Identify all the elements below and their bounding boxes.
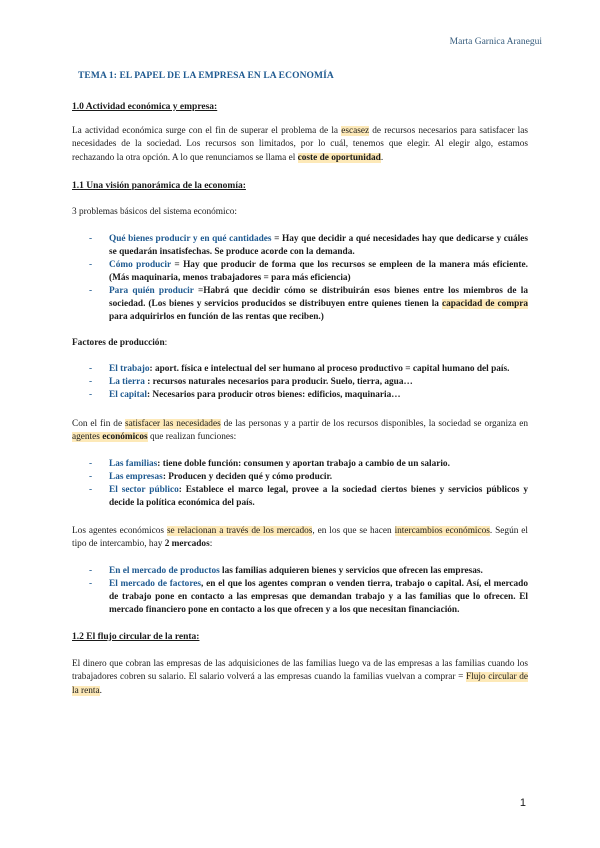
list-item (72, 578, 528, 617)
text-run: Con el fin de (72, 419, 126, 429)
text-run: : recursos naturales necesarios para producir. Suelo, tierra, agua… (144, 377, 413, 387)
term: Las empresas (109, 472, 163, 482)
term: Las familias (109, 459, 158, 469)
problemas-list (72, 233, 528, 324)
list-item (72, 565, 528, 578)
heading-text: Factores de producción (72, 338, 165, 348)
factores-heading (72, 337, 528, 350)
highlight-intercambios: intercambios económicos (394, 526, 490, 536)
text-run: : (209, 539, 213, 550)
text-run: : Producen y deciden qué y cómo producir. (162, 472, 333, 482)
text-run: : Necesarios para producir otros bienes: edificios, maquinaria… (146, 390, 401, 400)
mercados-list (72, 565, 528, 617)
term: La tierra (109, 377, 145, 387)
list-item (72, 376, 528, 389)
text-run: . (99, 685, 102, 696)
highlight-satisfacer: satisfacer las necesidades (125, 419, 221, 429)
paragraph-3-problemas: 3 problemas básicos del sistema económico: (72, 207, 237, 217)
bold-text: 2 mercados (164, 539, 210, 550)
text-run: que realizan funciones: (147, 432, 237, 443)
bold-text: El mercado financiero (109, 592, 528, 615)
term: El trabajo (109, 364, 150, 374)
list-item (72, 259, 528, 285)
list-item (72, 389, 528, 402)
list-item (72, 285, 528, 324)
section-heading-1-0: 1.0 Actividad económica y empresa: (72, 102, 218, 112)
text-run: de recursos necesarios para satisfacer las necesidades de la sociedad. Los recursos son limitados, por lo cuál, tenemos que elegir. Al elegir algo, estamos rechazando la otra opción. A lo que renunciamos se llama el (72, 126, 529, 163)
section-heading-1-1: 1.1 Una visión panorámica de la economía: (72, 181, 246, 191)
term: El mercado de factores (109, 579, 202, 589)
paragraph-agentes (72, 418, 528, 445)
list-item (72, 484, 528, 510)
section-heading-1-2: 1.2 El flujo circular de la renta: (72, 632, 200, 642)
list-item (72, 471, 528, 484)
highlight-flujo-circular: Flujo circular de la renta (72, 672, 528, 696)
text-run: = Hay que decidir a qué necesidades hay que dedicarse y cuáles se quedarán insatisfechas. Se produce acorde con la demanda. (109, 234, 528, 257)
paragraph-escasez (72, 125, 528, 165)
factores-list (72, 363, 528, 402)
text-run: , en el que los agentes compran o venden tierra, trabajo o capital. Así, (201, 579, 485, 589)
term: El capital (109, 390, 147, 400)
highlight-relacionan: se relacionan a través de los mercados (166, 526, 313, 536)
text-run: , en los que se hacen (312, 526, 395, 536)
text-run: : (164, 338, 168, 348)
text-run: las familias adquieren bienes y servicios que ofrecen las empresas. (219, 566, 483, 576)
text-run: pone en contacto a las empresas que demandan trabajo y a las familias que lo ofrecen. (151, 592, 520, 602)
text-run: pone en contacto a los que ofrecen y a los que necesitan financiación. (185, 605, 460, 615)
list-item (72, 233, 528, 259)
text-run: para adquirirlos en función de las rentas que reciben.) (109, 312, 324, 322)
text-run: : Establece el marco legal, provee a la sociedad ciertos bienes y servicios públicos y decide la política económica del país. (109, 485, 528, 508)
text-run: . Según el tipo de intercambio, hay (72, 526, 528, 550)
document-title: TEMA 1: EL PAPEL DE LA EMPRESA EN LA ECONOMÍA (78, 71, 334, 81)
text-run: La actividad económica surge con el fin de superar el problema de la (72, 126, 342, 136)
page-number: 1 (519, 797, 526, 809)
list-item (72, 363, 528, 376)
highlight-escasez: escasez (341, 126, 370, 136)
bold-text: el mercado de trabajo (109, 579, 528, 602)
text-run: . (380, 152, 384, 163)
highlight-agentes: agentes (72, 432, 103, 443)
highlight-capacidad-compra: capacidad de compra (441, 299, 529, 309)
term: Cómo producir (109, 260, 171, 270)
term: Para quién producir (109, 286, 194, 296)
text-run: : tiene doble función: consumen y aportan trabajo a cambio de un salario. (157, 459, 450, 469)
paragraph-flujo (72, 658, 528, 698)
highlight-coste-oportunidad: coste de oportunidad (297, 152, 381, 163)
text-run: El dinero que cobran las empresas de las adquisiciones de las familias luego va de las empresas a las familias cuando los trabajadores cobren su salario. El salario volverá a las empresas cuando la familias vuelvan a comprar = (72, 659, 528, 683)
text-run: =Habrá que decidir cómo se distribuirán esos bienes entre los miembros de la sociedad. (Los bienes y servicios producidos se distribuyen entre quienes tienen la (109, 286, 528, 309)
agentes-list (72, 458, 528, 510)
text-run: : aport. física e intelectual del ser humano al proceso productivo = capital humano del país. (149, 364, 510, 374)
text-run: = Hay que producir de forma que los recursos se empleen de la manera más eficiente. (Más maquinaria, menos trabajadores = para más eficiencia) (109, 260, 528, 283)
list-item (72, 458, 528, 471)
text-run: de las personas y a partir de los recursos disponibles, la sociedad se organiza en (220, 419, 528, 429)
term: En el mercado de productos (109, 566, 220, 576)
term: El sector público (109, 485, 179, 495)
header-author: Marta Garnica Aranegui (449, 37, 542, 47)
highlight-economicos: económicos (102, 432, 148, 443)
paragraph-mercados (72, 525, 528, 552)
term: Qué bienes producir y en qué cantidades (109, 234, 272, 244)
text-run: Los agentes económicos (72, 526, 167, 536)
